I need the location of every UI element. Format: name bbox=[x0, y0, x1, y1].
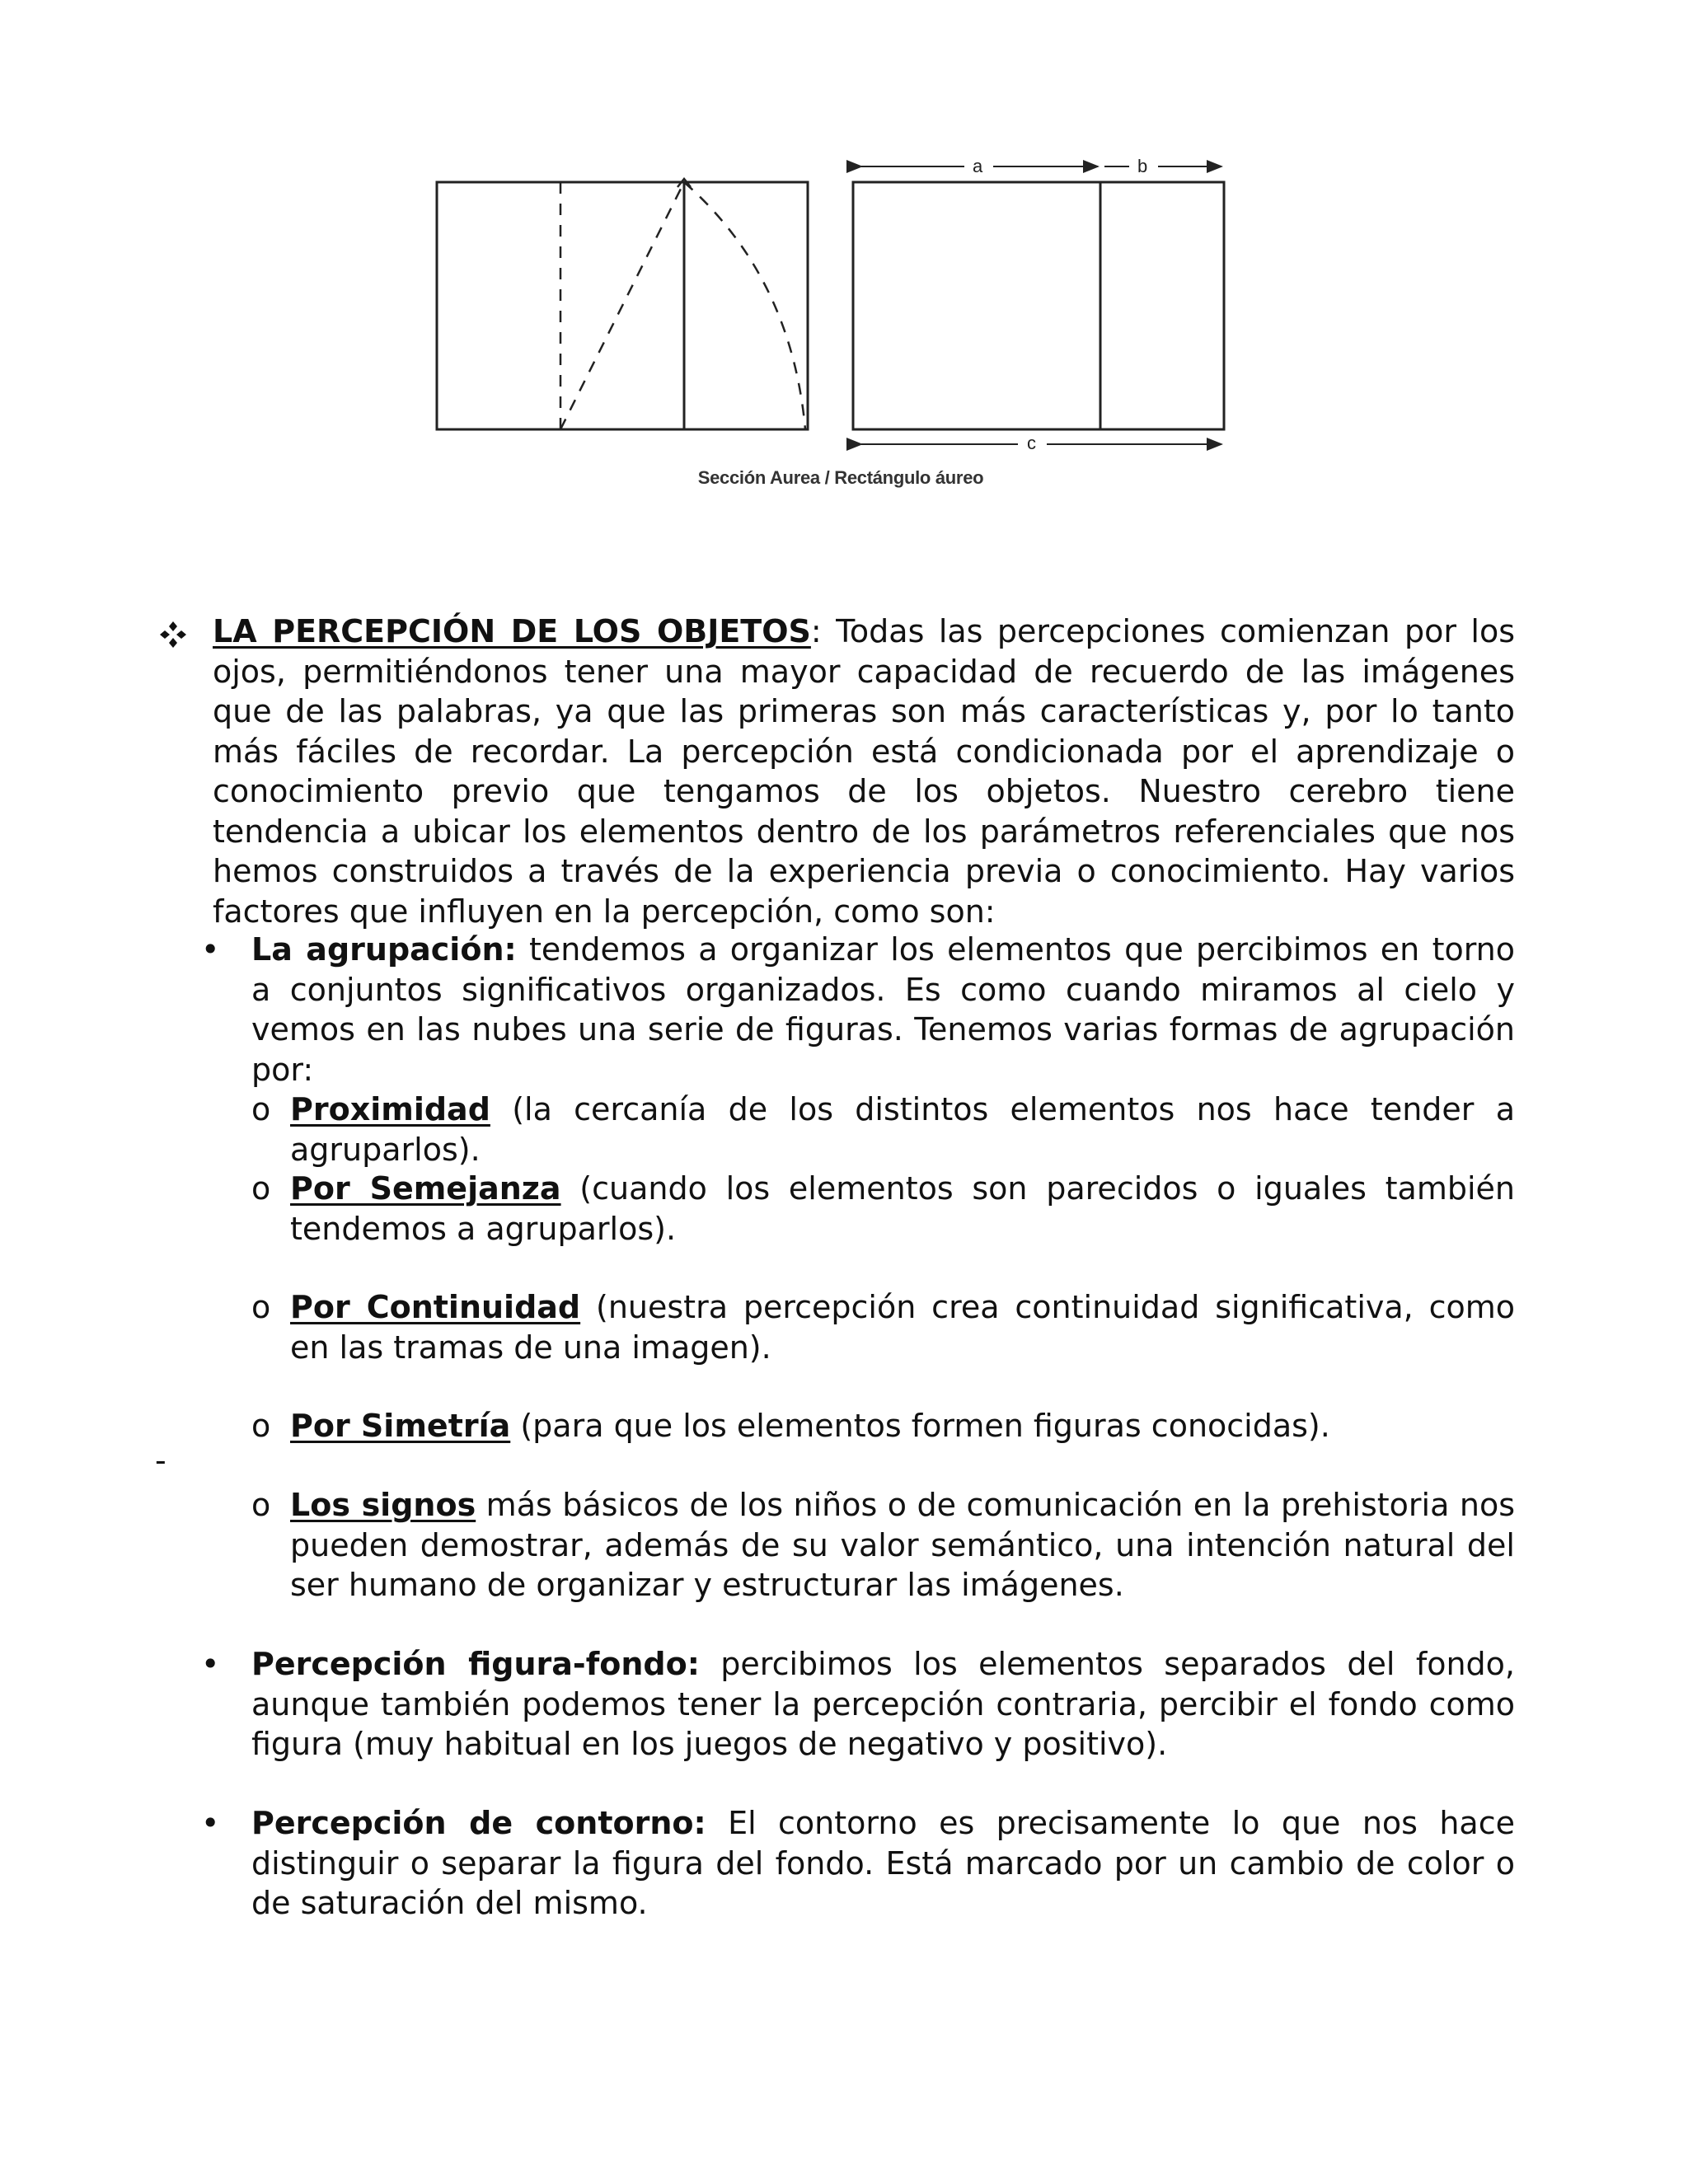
bullet-marker: • bbox=[201, 1646, 220, 1682]
label-a: a bbox=[973, 156, 983, 176]
golden-section-figure bbox=[429, 152, 1253, 499]
subitem-marker: o bbox=[251, 1408, 271, 1444]
subitem-marker: o bbox=[251, 1289, 271, 1325]
section-paragraph bbox=[213, 612, 1515, 931]
subitem-text: (cuando los elementos son parecidos o iguales también tendemos a agruparlos). bbox=[290, 1170, 1515, 1247]
golden-section-diagram bbox=[429, 152, 1253, 466]
section-title: LA PERCEPCIÓN DE LOS OBJETOS bbox=[213, 613, 811, 649]
subitem-continuidad bbox=[290, 1287, 1515, 1367]
bullet-term: Percepción figura-fondo: bbox=[251, 1646, 700, 1682]
subitem-marker: o bbox=[251, 1487, 271, 1523]
bullet-term: Percepción de contorno: bbox=[251, 1805, 706, 1841]
golden-rectangle bbox=[853, 166, 1224, 444]
subitem-term: Por Simetría bbox=[290, 1408, 511, 1444]
subitem-text: más básicos de los niños o de comunicación en la prehistoria nos pueden demostrar, además de su valor semántico, una intención natural del ser humano de organizar y estructurar las imágenes. bbox=[290, 1487, 1515, 1603]
section-title-colon: : bbox=[810, 613, 822, 649]
subitem-text: (nuestra percepción crea continuidad significativa, como en las tramas de una imagen). bbox=[290, 1289, 1516, 1366]
construction-rectangle bbox=[437, 179, 808, 429]
bullet-marker: • bbox=[201, 1805, 220, 1841]
bullet-term: La agrupación: bbox=[251, 931, 517, 968]
bullet-marker: • bbox=[201, 931, 220, 968]
subitem-semejanza bbox=[290, 1169, 1515, 1249]
label-b: b bbox=[1137, 156, 1148, 176]
diamond-bullet-icon bbox=[157, 618, 190, 651]
subitem-term: Por Semejanza bbox=[290, 1170, 561, 1207]
subitem-text: (para que los elementos formen figuras conocidas). bbox=[510, 1408, 1330, 1444]
subitem-simetria bbox=[290, 1406, 1515, 1446]
subitem-marker: o bbox=[251, 1091, 271, 1127]
bullet-figura-fondo bbox=[251, 1644, 1515, 1765]
subitem-term: Por Continuidad bbox=[290, 1289, 581, 1325]
subitem-proximidad bbox=[290, 1090, 1515, 1169]
subitem-term: Los signos bbox=[290, 1487, 476, 1523]
subitem-text: (la cercanía de los distintos elementos nos hace tender a agruparlos). bbox=[290, 1091, 1515, 1168]
bullet-text: El contorno es precisamente lo que nos hace distinguir o separar la figura del fondo. Está marcado por un cambio de color o de saturación del mismo. bbox=[251, 1805, 1515, 1921]
subitem-term: Proximidad bbox=[290, 1091, 490, 1127]
stray-dash: - bbox=[155, 1442, 166, 1479]
figure-caption: Sección Aurea / Rectángulo áureo bbox=[697, 467, 984, 488]
bullet-text: tendemos a organizar los elementos que percibimos en torno a conjuntos significativos organizados. Es como cuando miramos al cielo y vemos en las nubes una serie de figuras. Tenemos varias formas de agrupación por: bbox=[251, 931, 1515, 1088]
bullet-text: percibimos los elementos separados del fondo, aunque también podemos tener la percepción contraria, percibir el fondo como figura (muy habitual en los juegos de negativo y positivo). bbox=[251, 1646, 1515, 1762]
bullet-contorno bbox=[251, 1803, 1515, 1924]
subitem-signos bbox=[290, 1485, 1515, 1605]
bullet-agrupacion bbox=[251, 930, 1515, 1090]
subitem-marker: o bbox=[251, 1170, 271, 1207]
section-intro: Todas las percepciones comienzan por los ojos, permitiéndonos tener una mayor capacidad de recuerdo de las imágenes que de las palabras, ya que las primeras son más características y, por lo tanto más fáciles de recordar. La percepción está condicionada por el aprendizaje o conocimiento previo que tengamos de los objetos. Nuestro cerebro tiene tendencia a ubicar los elementos dentro de los parámetros referenciales que nos hemos construidos a través de la experiencia previa o conocimiento. Hay varios factores que influyen en la percepción, como son: bbox=[213, 613, 1515, 930]
label-c: c bbox=[1027, 433, 1036, 453]
